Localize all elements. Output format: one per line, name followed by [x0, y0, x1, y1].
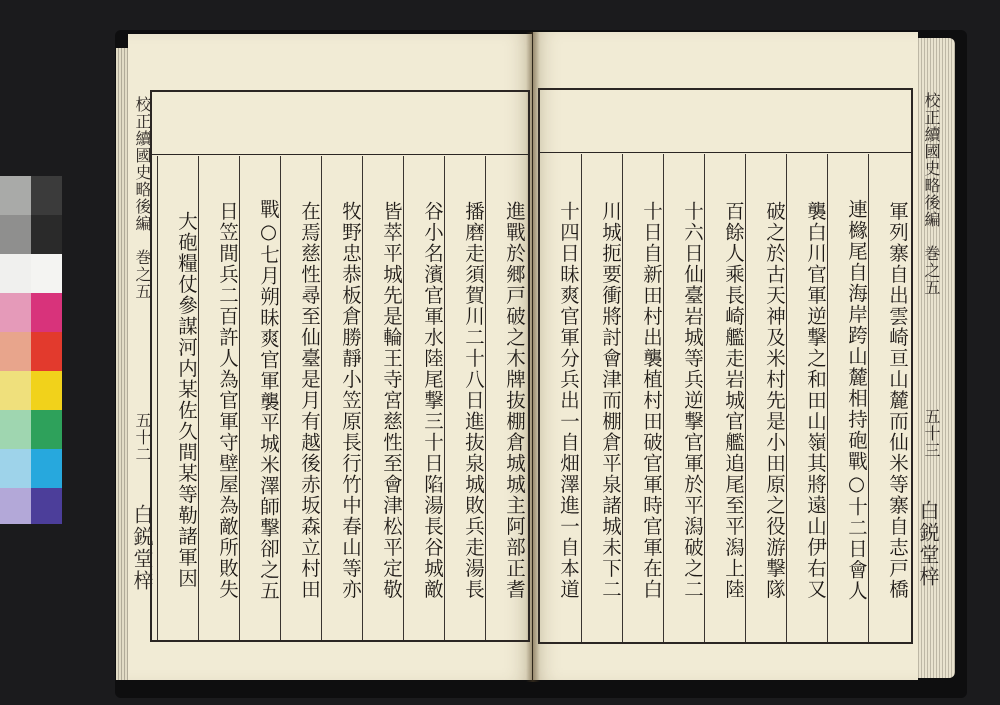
gray-swatch [0, 176, 31, 215]
color-calibration-strip [0, 176, 62, 524]
green-swatch [31, 410, 62, 449]
right-text-frame [538, 88, 913, 644]
text-column: 十日自新田村出襲植村田破官軍時官軍在白 [622, 154, 664, 642]
text-column: 戰○七月朔昧爽官軍襲平城米澤師撃卻之五 [239, 156, 281, 640]
lavender-swatch [0, 488, 31, 524]
text-column: 谷小名濱官軍水陸尾撃三十日陷湯長谷城敵 [403, 156, 445, 640]
text-column: 播磨走須賀川二十八日進抜泉城敗兵走湯長 [444, 156, 486, 640]
cyan-swatch [31, 449, 62, 488]
yellow-swatch [31, 371, 62, 410]
black-swatch [31, 215, 62, 254]
left-text-frame [150, 90, 530, 642]
salmon-swatch [0, 332, 31, 371]
mint-swatch [0, 410, 31, 449]
left-header-band [152, 92, 528, 155]
text-column: 百餘人乘長崎艦走岩城官艦追尾至平潟上陸 [704, 154, 746, 642]
left-margin-title: 校正續國史略後編 巻之五 [133, 96, 152, 300]
left-publisher-mark: 白鋭堂梓 [130, 504, 154, 592]
right-margin-title: 校正續國史略後編 巻之五 [922, 92, 941, 296]
text-column: 牧野忠恭板倉勝靜小笠原長行竹中春山等亦 [321, 156, 363, 640]
white-swatch [31, 254, 62, 293]
left-margin-page-number: 五十二 [133, 412, 152, 463]
pink-swatch [0, 293, 31, 332]
magenta-swatch [31, 293, 62, 332]
right-margin-page-number: 五十三 [922, 408, 941, 459]
text-column: 在焉慈性尋至仙臺是月有越後赤坂森立村田 [280, 156, 322, 640]
light-yellow-swatch [0, 371, 31, 410]
red-swatch [31, 332, 62, 371]
text-column: 皆萃平城先是輪王寺宮慈性至會津松平定敬 [362, 156, 404, 640]
text-column: 日笠間兵二百許人為官軍守壁屋為敵所敗失 [198, 156, 240, 640]
text-column: 連櫞尾自海岸跨山麓相持砲戰○十二日會人 [827, 154, 869, 642]
text-column: 川城扼要衝將討會津而棚倉平泉諸城未下二 [581, 154, 623, 642]
violet-swatch [31, 488, 62, 524]
right-publisher-mark: 白鋭堂梓 [916, 500, 940, 588]
text-column: 大砲糧仗參謀河内某佐久間某等勒諸軍因 [157, 156, 199, 640]
text-column: 軍列寨自出雲崎亘山麓而仙米等寨自志戸橋 [868, 154, 910, 642]
text-column: 十四日昧爽官軍分兵出一自畑澤進一自本道 [557, 200, 580, 600]
text-column: 襲白川官軍逆撃之和田山嶺其將遠山伊右又 [786, 154, 828, 642]
text-column: 進戰於郷戸破之木牌抜棚倉城城主阿部正耆 [485, 156, 527, 640]
right-header-band [540, 90, 911, 153]
white-swatch [0, 254, 31, 293]
gray-swatch [0, 215, 31, 254]
light-cyan-swatch [0, 449, 31, 488]
dark-swatch [31, 176, 62, 215]
text-column: 十六日仙臺岩城等兵逆撃官軍於平潟破之二 [663, 154, 705, 642]
text-column: 破之於古天神及米村先是小田原之役游撃隊 [745, 154, 787, 642]
